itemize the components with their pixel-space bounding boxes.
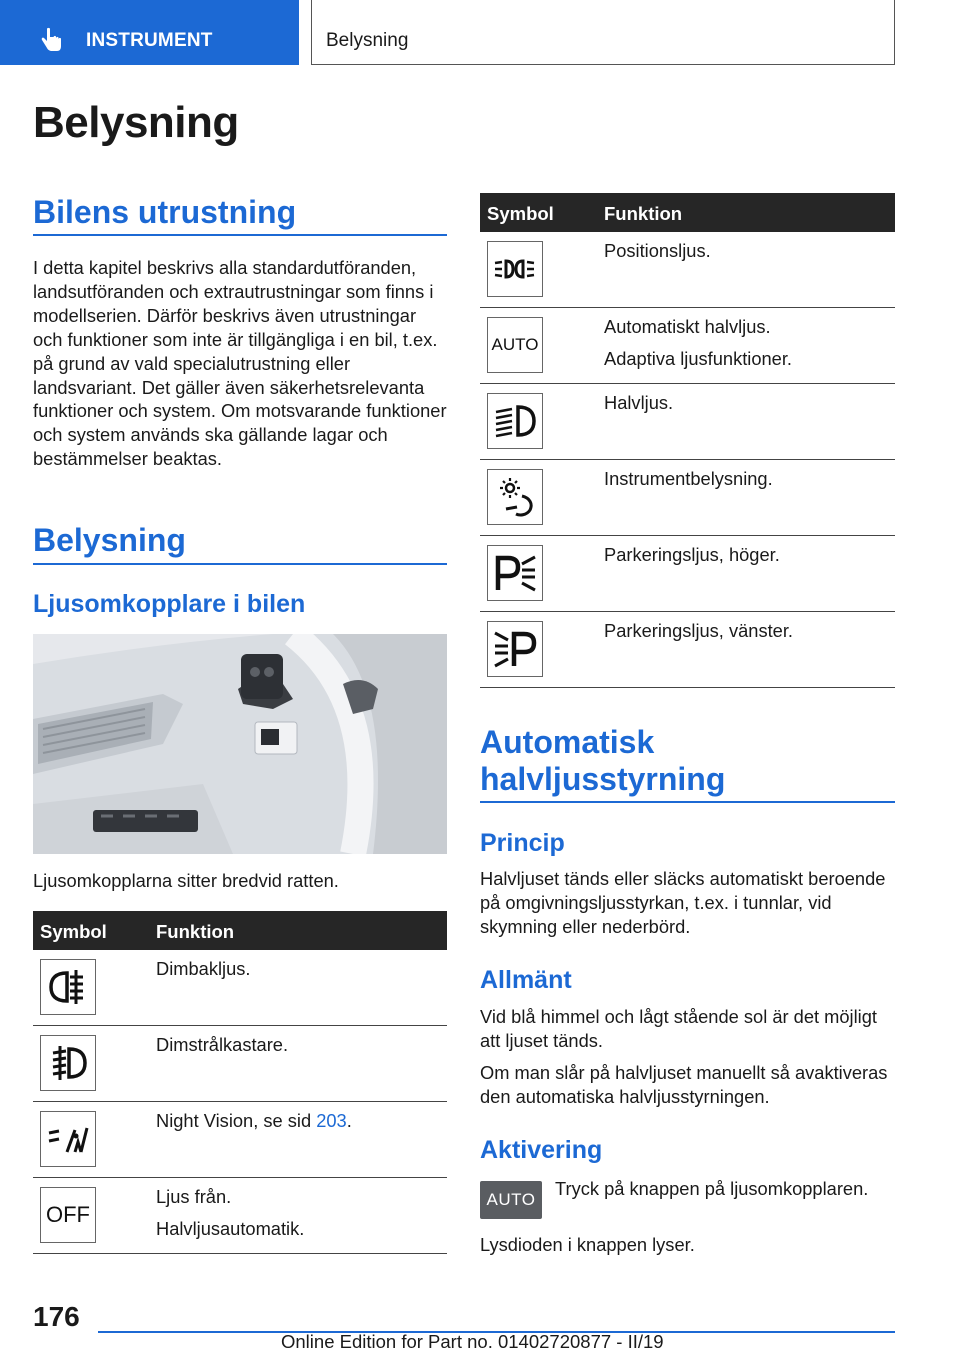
function-text: Dimstrålkastare. [156, 1034, 289, 1055]
function-text: Positionsljus. [604, 240, 711, 261]
heading-rule [33, 563, 447, 565]
page-number: 176 [33, 1301, 80, 1332]
lights-off-icon: OFF [40, 1187, 96, 1243]
light-switch-photo [33, 634, 447, 854]
activation-text: Tryck på knappen på ljusomkopplaren. [555, 1178, 869, 1199]
left-symbol-table [33, 911, 447, 1254]
breadcrumb-text: Belysning [326, 30, 409, 51]
function-text: Ljus från. Halvljusautomatik. [156, 1186, 305, 1239]
table-row [480, 536, 895, 612]
table-header [33, 911, 447, 950]
symbol-column-header: Symbol [487, 203, 554, 224]
table-row [33, 1026, 447, 1102]
auto-icon: AUTO [487, 317, 543, 373]
rear-fog-light-icon [40, 959, 96, 1015]
instrument-lighting-icon [487, 469, 543, 525]
photo-caption: Ljusomkopplarna sitter bredvid ratten. [33, 870, 339, 891]
auto-button-icon: AUTO [480, 1181, 542, 1219]
function-column-header: Funktion [156, 921, 235, 942]
right-symbol-table [480, 193, 895, 688]
low-beam-icon [487, 393, 543, 449]
table-row [480, 384, 895, 460]
led-text: Lysdioden i knappen lyser. [480, 1234, 695, 1255]
auto-heading: Automatisk halvljusstyrning [480, 724, 726, 797]
general-heading: Allmänt [480, 966, 572, 994]
function-text: Night Vision, se sid 203. [156, 1110, 352, 1131]
function-text: Dimbakljus. [156, 958, 251, 979]
table-row [480, 612, 895, 688]
table-row [33, 950, 447, 1026]
table-header [480, 193, 895, 232]
function-text: Halvljus. [604, 392, 674, 413]
position-lights-icon [487, 241, 543, 297]
equipment-heading: Bilens utrustning [33, 194, 297, 230]
function-column-header: Funktion [604, 203, 683, 224]
front-fog-light-icon [40, 1035, 96, 1091]
function-text: Parkeringsljus, höger. [604, 544, 780, 565]
function-text: Automatiskt halvljus. Adaptiva ljusfunktioner. [604, 316, 793, 369]
function-text: Instrumentbelysning. [604, 468, 773, 489]
heading-rule [33, 234, 447, 236]
parking-light-left-icon [487, 621, 543, 677]
section-tab[interactable] [0, 0, 299, 65]
table-row [33, 1178, 447, 1254]
heading-rule [480, 801, 895, 803]
page-link[interactable]: 203 [316, 1110, 347, 1131]
activation-heading: Aktivering [480, 1136, 603, 1164]
section-label: INSTRUMENT [86, 30, 213, 51]
principle-heading: Princip [480, 829, 565, 857]
function-text: Parkeringsljus, vänster. [604, 620, 793, 641]
equipment-text: I detta kapitel beskrivs alla standardutföranden, landsutföranden och extrautrustningar som finns i modellserien. Därför beskrivs även utrustningar och funktioner som inte är tillgängliga i en bil, t.ex. på grund av vald specialutrustning eller landsvariant. Det gäller även säkerhetsrelevanta funktioner och system. Om motsvarande funktioner och system används ska gällande lagar och bestämmelser beaktas. [33, 257, 447, 470]
general-text: Vid blå himmel och lågt stående sol är det möjligt att ljuset tänds. Om man slår på halvljuset manuellt så avaktiveras den automatiska halvljusstyrningen. [480, 1006, 888, 1107]
page-title: Belysning [33, 98, 239, 147]
lighting-heading: Belysning [33, 522, 186, 558]
edition-text: Online Edition for Part no. 01402720877 - II/19 [281, 1331, 664, 1352]
parking-light-right-icon [487, 545, 543, 601]
breadcrumb [311, 0, 895, 65]
table-row [480, 232, 895, 308]
table-row [480, 308, 895, 384]
switch-heading: Ljusomkopplare i bilen [33, 590, 306, 618]
table-row [33, 1102, 447, 1178]
night-vision-icon [40, 1111, 96, 1167]
hand-pointer-icon [38, 27, 64, 53]
table-row [480, 460, 895, 536]
symbol-column-header: Symbol [40, 921, 107, 942]
principle-text: Halvljuset tänds eller släcks automatiskt beroende på omgivningsljusstyrkan, t.ex. i tunnlar, vid skymning eller nederbörd. [480, 868, 886, 937]
